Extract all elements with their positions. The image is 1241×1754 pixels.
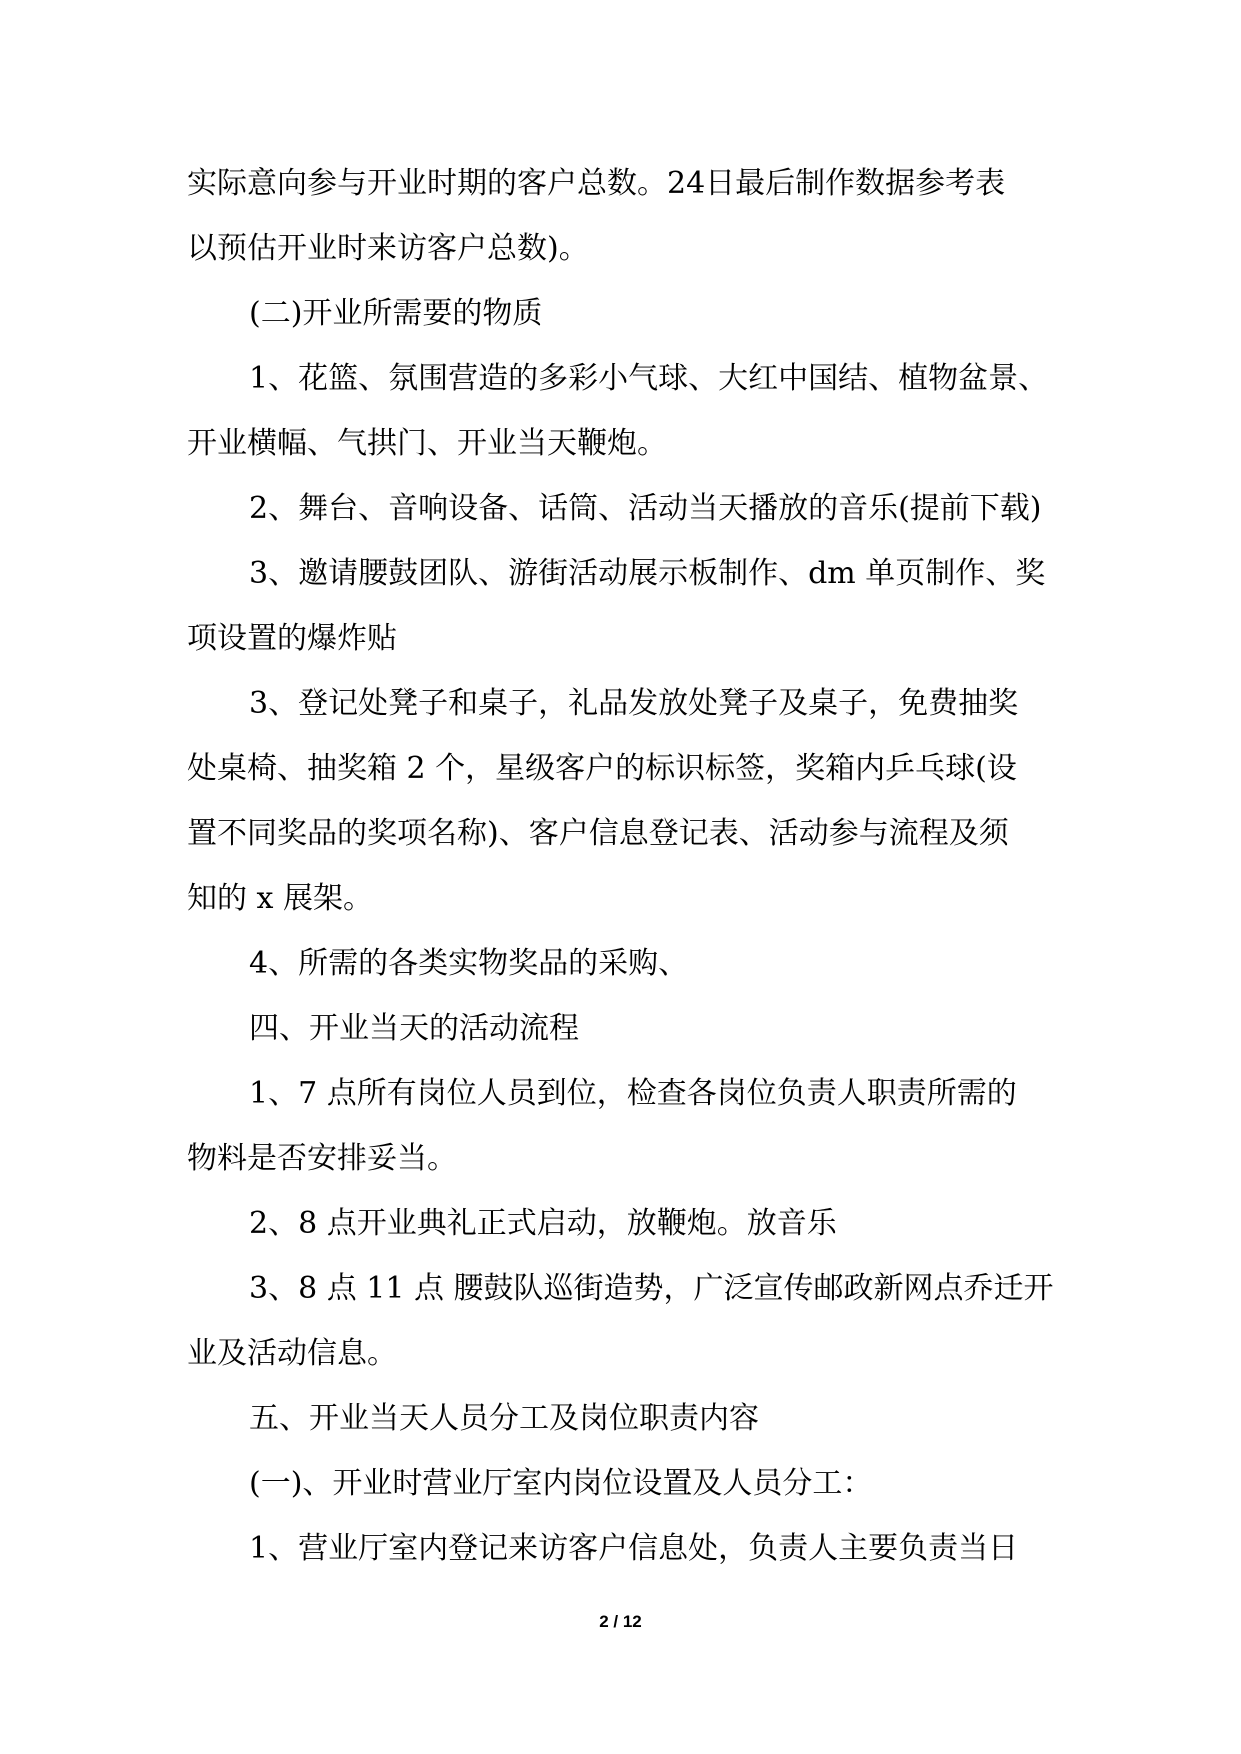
text-line: 3、邀请腰鼓团队、游街活动展示板制作、dm 单页制作、奖 bbox=[249, 556, 1046, 591]
text-line: 开业横幅、气拱门、开业当天鞭炮。 bbox=[187, 426, 667, 461]
text-line: 1、花篮、氛围营造的多彩小气球、大红中国结、植物盆景、 bbox=[249, 361, 1049, 396]
text-line: 3、登记处凳子和桌子，礼品发放处凳子及桌子，免费抽奖 bbox=[249, 686, 1019, 721]
page-number: 2 / 12 bbox=[599, 1612, 642, 1631]
text-line: 实际意向参与开业时期的客户总数。24日最后制作数据参考表 bbox=[187, 166, 1006, 201]
text-line: 1、营业厅室内登记来访客户信息处，负责人主要负责当日 bbox=[249, 1531, 1019, 1566]
text-line: 业及活动信息。 bbox=[187, 1336, 397, 1371]
text-line: 项设置的爆炸贴 bbox=[187, 621, 397, 656]
text-line: 3、8 点 11 点 腰鼓队巡街造势，广泛宣传邮政新网点乔迁开 bbox=[249, 1271, 1054, 1306]
text-line: 4、所需的各类实物奖品的采购、 bbox=[249, 946, 689, 981]
text-line: 1、7 点所有岗位人员到位，检查各岗位负责人职责所需的 bbox=[249, 1076, 1017, 1111]
section-heading: (二)开业所需要的物质 bbox=[249, 296, 543, 331]
text-line: 以预估开业时来访客户总数)。 bbox=[187, 231, 589, 266]
section-heading: (一)、开业时营业厅室内岗位设置及人员分工： bbox=[249, 1466, 873, 1501]
text-line: 2、舞台、音响设备、话筒、活动当天播放的音乐(提前下载) bbox=[249, 491, 1042, 526]
text-line: 置不同奖品的奖项名称)、客户信息登记表、活动参与流程及须 bbox=[187, 816, 1009, 851]
section-heading: 四、开业当天的活动流程 bbox=[249, 1011, 579, 1046]
text-line: 2、8 点开业典礼正式启动，放鞭炮。放音乐 bbox=[249, 1206, 837, 1241]
text-line: 知的 x 展架。 bbox=[187, 881, 373, 916]
section-heading: 五、开业当天人员分工及岗位职责内容 bbox=[249, 1401, 759, 1436]
text-line: 处桌椅、抽奖箱 2 个，星级客户的标识标签，奖箱内乒乓球(设 bbox=[187, 751, 1017, 786]
text-line: 物料是否安排妥当。 bbox=[187, 1141, 457, 1176]
